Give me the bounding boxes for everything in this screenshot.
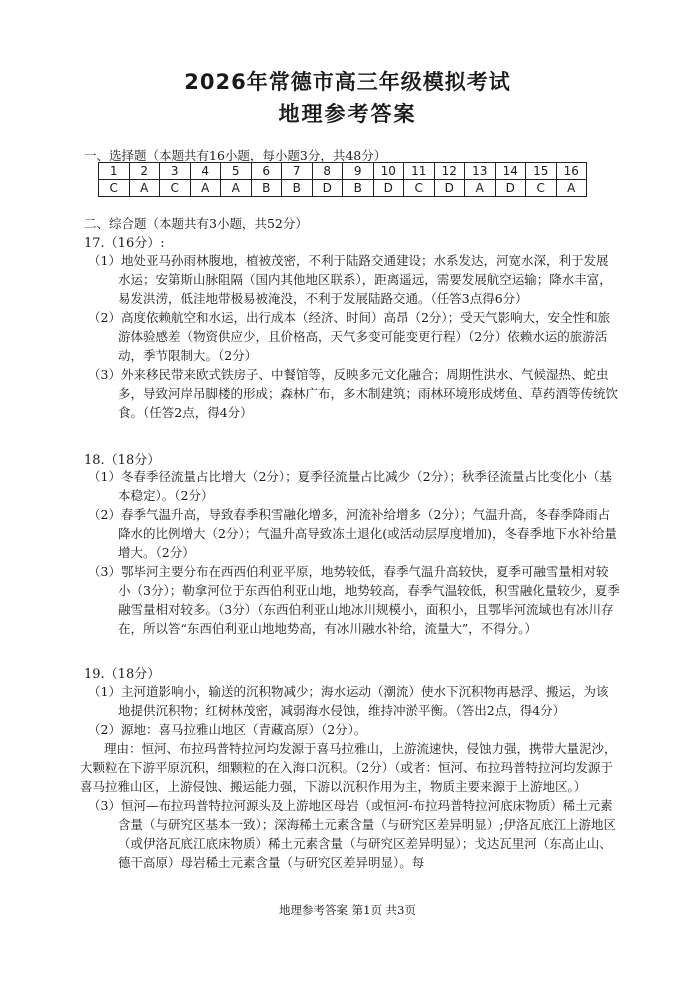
q19-part2-reason: 理由：恒河、布拉玛普特拉河均发源于喜马拉雅山，上游流速快，侵蚀力强，携带大量泥沙，大颗粒在下游平原沉积，细颗粒的在入海口沉积。（2分）（或者：恒河、布拉玛普特拉河均发源于喜马拉雅山区，上游侵蚀、搬运能力强，下游以沉积作用为主，物质主要来源于上游地区。） [80,741,617,794]
answer-row [99,180,587,197]
question-number-cell: 8 [312,163,343,180]
question-number-cell: 5 [221,163,252,180]
q18-answers [80,467,620,638]
q17-part1: （1）地处亚马孙雨林腹地，植被茂密，不利于陆路交通建设；水系发达，河宽水深，利于发展水运；安第斯山脉阻隔（国内其他地区联系），距离遥远，需要发展航空运输；降水丰富，易发洪涝，低洼地带极易被淹没，不利于发展陆路交通。（任答3点得6分） [88,253,612,306]
question-number-cell: 13 [465,163,496,180]
question-number-cell: 2 [129,163,160,180]
q18-part1: （1）冬春季径流量占比增大（2分）；夏季径流量占比减少（2分）；秋季径流量占比变化小（基本稳定）。（2分） [88,469,612,503]
answer-subtitle: 地理参考答案 [278,102,417,126]
answer-cell: B [282,180,313,197]
question-number-cell: 6 [251,163,282,180]
question-number-cell: 4 [190,163,221,180]
section1-heading: 一、选择题（本题共有16小题，每小题3分，共48分） [84,148,387,163]
q19-part1: （1）主河道影响小，输送的沉积物减少；海水运动（潮流）使水下沉积物再悬浮、搬运，为该地提供沉积物；红树林茂密，减弱海水侵蚀，维持冲淤平衡。（答出2点，得4分） [88,684,609,718]
question-number-cell: 15 [526,163,557,180]
q19-heading: 19.（18分） [84,667,161,682]
question-number-cell: 1 [99,163,130,180]
answer-cell: C [526,180,557,197]
question-number-row [99,163,587,180]
q19-part3: （3）恒河—布拉玛普特拉河源头及上游地区母岩（或恒河-布拉玛普特拉河底床物质）稀土元素含量（与研究区基本一致）；深海稀土元素含量（与研究区差异明显）;伊洛瓦底江上游地区（或伊洛瓦底江底床物质）稀土元素含量（与研究区差异明显）；戈达瓦里河（东高止山、德干高原）母岩稀土元素含量（与研究区差异明显）。每 [88,798,616,870]
question-number-cell: 16 [556,163,587,180]
question-number-cell: 10 [373,163,404,180]
multiple-choice-answer-table [98,162,587,197]
answer-cell: C [404,180,435,197]
answer-cell: A [556,180,587,197]
q19-part2: （2）源地：喜马拉雅山地区（青藏高原）（2分）。 [88,722,367,737]
answer-cell: A [190,180,221,197]
answer-cell: C [160,180,191,197]
answer-cell: A [465,180,496,197]
answer-cell: B [251,180,282,197]
q17-answers [80,251,620,422]
answer-cell: D [312,180,343,197]
q17-part2: （2）高度依赖航空和水运，出行成本（经济、时间）高昂（2分）；受天气影响大，安全性和旅游体验感差（物资供应少，且价格高，天气多变可能变更行程）（2分）依赖水运的旅游活动，季节限制大。（2分） [88,310,611,363]
question-number-cell: 12 [434,163,465,180]
question-number-cell: 9 [343,163,374,180]
exam-title: 2026年常德市高三年级模拟考试 [184,70,511,94]
answer-cell: A [221,180,252,197]
q18-part2: （2）春季气温升高，导致春季积雪融化增多，河流补给增多（2分）；气温升高，冬春季降雨占降水的比例增大（2分）；气温升高导致冻土退化(或活动层厚度增加)，冬春季地下水补给量增大。（2分） [88,507,617,560]
q17-heading: 17.（16分）: [84,236,165,251]
q19-answers [80,682,620,872]
answer-cell: D [373,180,404,197]
answer-cell: C [99,180,130,197]
answer-cell: B [343,180,374,197]
answer-cell: A [129,180,160,197]
question-number-cell: 7 [282,163,313,180]
section2-heading: 二、综合题（本题共有3小题，共52分） [84,216,308,231]
question-number-cell: 11 [404,163,435,180]
question-number-cell: 3 [160,163,191,180]
q18-heading: 18.（18分） [84,453,161,468]
question-number-cell: 14 [495,163,526,180]
q17-part3: （3）外来移民带来欧式铁房子、中餐馆等，反映多元文化融合；周期性洪水、气候湿热、蛇虫多，导致河岸吊脚楼的形成；森林广布，多木制建筑；雨林环境形成烤鱼、草药酒等传统饮食。（任答2点，得4分） [88,367,619,420]
answer-cell: D [434,180,465,197]
page-footer: 地理参考答案 第1页 共3页 [279,903,416,917]
answer-cell: D [495,180,526,197]
q18-part3: （3）鄂毕河主要分布在西西伯利亚平原，地势较低，春季气温升高较快，夏季可融雪量相对较小（3分）；勒拿河位于东西伯利亚山地，地势较高，春季气温较低，积雪融化量较少，夏季融雪量相对较多。（3分）（东西伯利亚山地冰川规模小，面积小，且鄂毕河流域也有冰川存在，所以答“东西伯利亚山地地势高，有冰川融水补给，流量大”，不得分。） [88,564,620,636]
